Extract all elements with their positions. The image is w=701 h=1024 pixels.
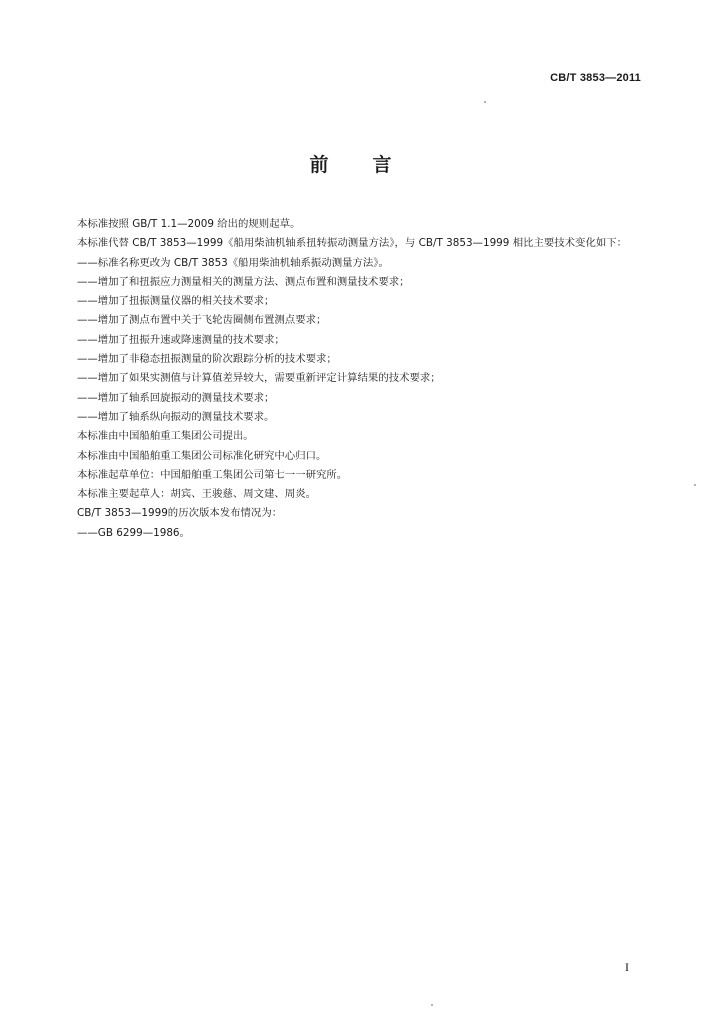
standard-code: CB/T 3853—2011 — [550, 72, 641, 84]
intro-paragraph-2: 本标准代替 CB/T 3853—1999《船用柴油机轴系扭转振动测量方法》，与 CB/T 3853—1999 相比主要技术变化如下： — [77, 237, 627, 250]
drafters-line: 本标准主要起草人：胡宾、王骏慈、周文建、周炎。 — [77, 488, 316, 501]
scan-speck — [431, 1004, 433, 1006]
foreword-body — [56, 215, 646, 543]
intro-paragraph-1: 本标准按照 GB/T 1.1—2009 给出的规则起草。 — [77, 218, 301, 230]
change-item: ——增加了轴系回旋振动的测量技术要求； — [77, 391, 275, 404]
change-item: ——增加了轴系纵向振动的测量技术要求。 — [77, 410, 275, 423]
page-title: 前言 — [309, 154, 436, 176]
previous-version-item: ——GB 6299—1986。 — [77, 526, 190, 539]
change-item: ——增加了如果实测值与计算值差异较大，需要重新评定计算结果的技术要求； — [77, 372, 441, 385]
scan-speck — [694, 484, 696, 486]
administrator-line: 本标准由中国船舶重工集团公司标准化研究中心归口。 — [77, 449, 327, 462]
change-item: ——增加了扭振升速或降速测量的技术要求； — [77, 333, 285, 346]
change-item: ——标准名称更改为 CB/T 3853《船用柴油机轴系振动测量方法》。 — [77, 256, 389, 269]
drafting-unit-line: 本标准起草单位：中国船舶重工集团公司第七一一研究所。 — [77, 468, 348, 481]
scan-speck — [484, 101, 486, 103]
change-item: ——增加了非稳态扭振测量的阶次跟踪分析的技术要求； — [77, 353, 337, 366]
version-history-line: CB/T 3853—1999的历次版本发布情况为： — [77, 507, 283, 520]
proposer-line: 本标准由中国船舶重工集团公司提出。 — [77, 430, 254, 443]
change-item: ——增加了扭振测量仪器的相关技术要求； — [77, 295, 275, 308]
change-item: ——增加了测点布置中关于飞轮齿圈侧布置测点要求； — [77, 314, 327, 327]
change-item: ——增加了和扭振应力测量相关的测量方法、测点布置和测量技术要求； — [77, 275, 410, 288]
page-number: I — [625, 960, 629, 974]
